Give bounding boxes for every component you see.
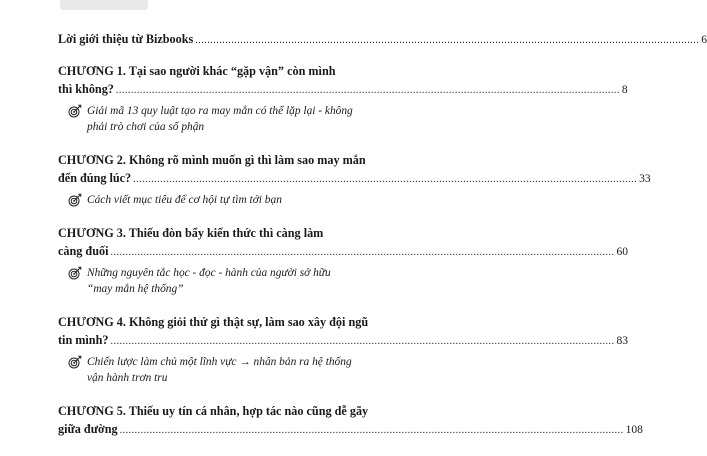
chapter-title-line2: đến đúng lúc? <box>58 171 132 185</box>
chapter-subtitle <box>58 103 354 135</box>
dot-leader <box>110 333 614 351</box>
chapter-page: 108 <box>625 424 643 436</box>
chapter-page: 8 <box>621 84 628 96</box>
chapter-subtitle-text: Cách viết mục tiêu để cơ hội tự tìm tới bạn <box>87 194 282 206</box>
chapter-title-line2: tin mình? <box>58 333 109 347</box>
toc-entry-chapter-2[interactable] <box>58 151 651 208</box>
chapter-title-line2: giữa đường <box>58 422 118 436</box>
toc-entry-chapter-5[interactable] <box>58 402 643 440</box>
chapter-subtitle-text: Những nguyên tắc học - đọc - hành của người sở hữu “may mắn hệ thống” <box>87 267 331 295</box>
dot-leader <box>116 82 620 100</box>
target-arrow-icon <box>68 355 82 369</box>
chapter-title-line1: CHƯƠNG 3. Thiếu đòn bẩy kiến thức thì càng làm <box>58 226 324 240</box>
target-arrow-icon <box>68 104 82 118</box>
dot-leader <box>120 422 624 440</box>
table-of-contents <box>58 30 707 456</box>
toc-entry-intro[interactable] <box>58 30 707 50</box>
toc-entry-title: Lời giới thiệu từ Bizbooks <box>58 32 194 46</box>
chapter-subtitle <box>58 265 354 297</box>
chapter-title-line2: càng đuối <box>58 244 109 258</box>
chapter-title-line1: CHƯƠNG 4. Không giỏi thứ gì thật sự, làm sao xây đội ngũ <box>58 315 369 329</box>
target-arrow-icon <box>68 266 82 280</box>
chapter-title-line2: thì không? <box>58 82 114 96</box>
chapter-title-line1: CHƯƠNG 5. Thiếu uy tín cá nhân, hợp tác nào cũng dễ gãy <box>58 404 369 418</box>
chapter-subtitle <box>58 192 354 208</box>
toc-entry-page: 6 <box>701 34 707 46</box>
chapter-title-line1: CHƯƠNG 1. Tại sao người khác “gặp vận” còn mình <box>58 64 336 78</box>
toc-entry-chapter-1[interactable] <box>58 62 628 135</box>
chapter-page: 60 <box>616 246 628 258</box>
chapter-subtitle <box>58 354 354 386</box>
dot-leader <box>133 171 637 189</box>
dot-leader <box>195 32 699 50</box>
chapter-title-line1: CHƯƠNG 2. Không rõ mình muốn gì thì làm sao may mắn <box>58 153 366 167</box>
toc-entry-chapter-4[interactable] <box>58 313 628 386</box>
page-tab-decoration <box>60 0 148 10</box>
dot-leader <box>110 244 614 262</box>
target-arrow-icon <box>68 193 82 207</box>
toc-entry-chapter-3[interactable] <box>58 224 628 297</box>
chapter-page: 33 <box>639 173 651 185</box>
chapter-subtitle-text: Chiến lược làm chủ một lĩnh vực → nhân bản ra hệ thống vận hành trơn tru <box>87 356 352 384</box>
chapter-subtitle-text: Giải mã 13 quy luật tạo ra may mắn có thể lặp lại - không phải trò chơi của số phận <box>87 105 353 133</box>
chapter-page: 83 <box>616 335 628 347</box>
